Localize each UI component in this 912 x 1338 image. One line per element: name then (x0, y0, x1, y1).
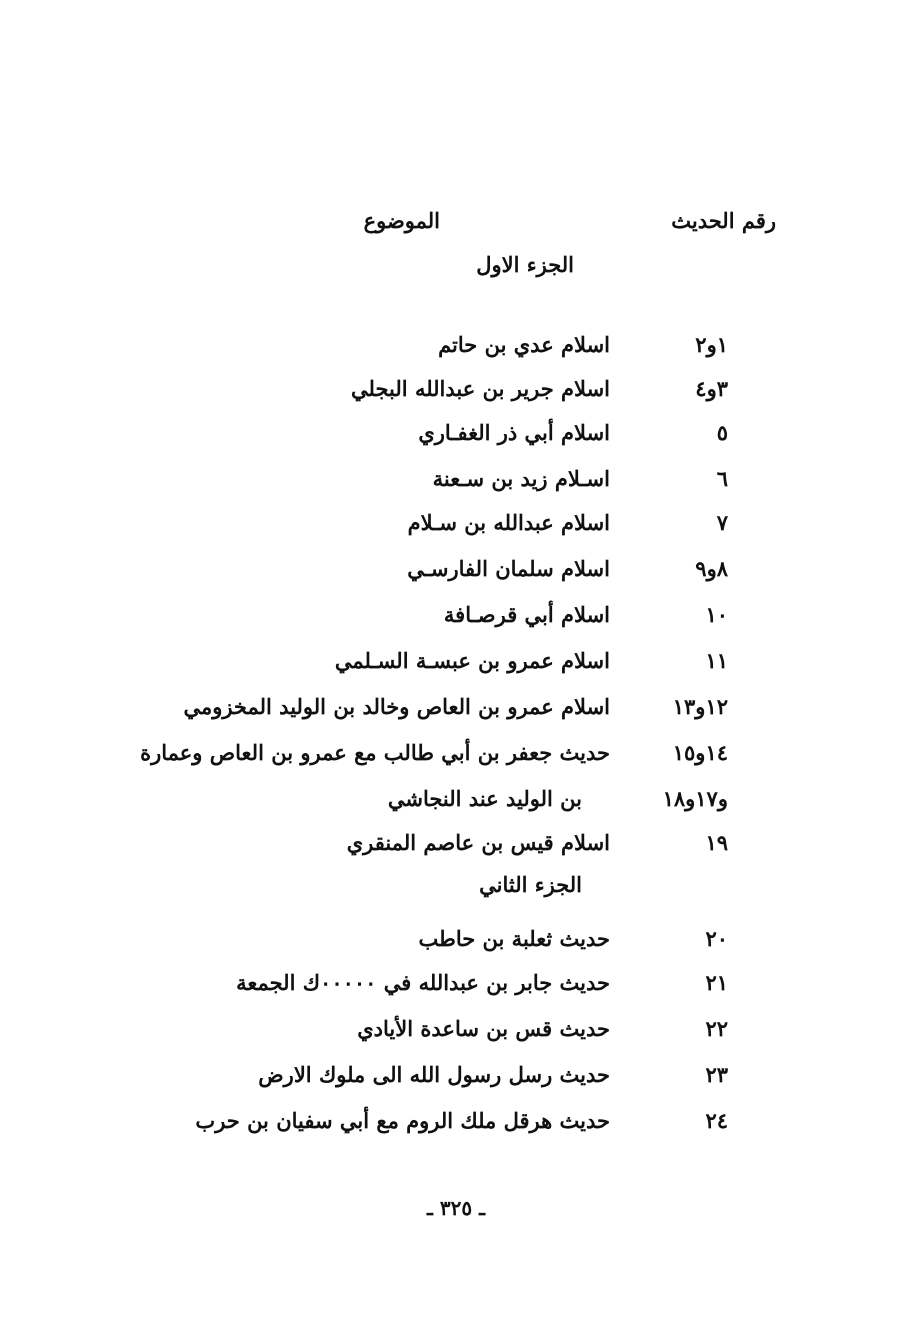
hadith-title: حديث قس بن ساعدة الأيادي (357, 1016, 610, 1041)
hadith-number: ١٩ (705, 830, 728, 855)
table-row (0, 734, 912, 770)
hadith-title: حديث رسل رسول الله الى ملوك الارض (258, 1062, 610, 1087)
hadith-number: ٢٣ (705, 1062, 728, 1087)
hadith-title: اسلام عمرو بن عبسـة السـلمي (334, 648, 610, 673)
hadith-number: ١٢و١٣ (672, 694, 728, 719)
hadith-number: ٥ (716, 420, 728, 445)
hadith-title: اسلام عمرو بن العاص وخالد بن الوليد المخزومي (183, 694, 610, 719)
column-header-topic: الموضوع (363, 208, 440, 233)
table-row (0, 824, 912, 860)
hadith-title: اسلام عدي بن حاتم (438, 332, 610, 357)
table-row (0, 964, 912, 1000)
table-row (0, 1056, 912, 1092)
hadith-number: ٧ (716, 510, 728, 535)
table-row (0, 920, 912, 956)
part-heading-1: الجزء الاول (476, 252, 574, 277)
hadith-title: حديث جابر بن عبدالله في ٠٠٠٠٠ك الجمعة (236, 970, 610, 995)
hadith-number: ١١ (705, 648, 728, 673)
table-row (0, 326, 912, 362)
hadith-number: ٢٠ (705, 926, 728, 951)
hadith-number: ٣و٤ (695, 376, 728, 401)
table-row (0, 370, 912, 406)
hadith-number: ٢٢ (705, 1016, 728, 1041)
table-row (0, 642, 912, 678)
hadith-title: حديث ثعلبة بن حاطب (418, 926, 610, 951)
hadith-title: اسلام سلمان الفارسـي (407, 556, 610, 581)
hadith-title: اسـلام زيد بن سـعنة (432, 466, 610, 491)
column-header-number: رقم الحديث (671, 208, 776, 233)
hadith-title: اسلام قيس بن عاصم المنقري (346, 830, 610, 855)
table-row (0, 504, 912, 540)
hadith-title: حديث هرقل ملك الروم مع أبي سفيان بن حرب (195, 1108, 610, 1133)
table-row (0, 780, 912, 816)
hadith-title: حديث جعفر بن أبي طالب مع عمرو بن العاص وعمارة (140, 740, 610, 765)
hadith-number: ٢٤ (705, 1108, 728, 1133)
hadith-number: ١و٢ (695, 332, 728, 357)
hadith-number: و١٧و١٨ (662, 786, 728, 811)
table-row (0, 688, 912, 724)
hadith-number: ٢١ (705, 970, 728, 995)
part-heading-2: الجزء الثاني (479, 872, 582, 897)
hadith-number: ٦ (716, 466, 728, 491)
hadith-number: ١٤و١٥ (672, 740, 728, 765)
hadith-title: اسلام أبي قرصـافة (443, 602, 610, 627)
hadith-number: ٨و٩ (695, 556, 728, 581)
hadith-title: اسلام جرير بن عبدالله البجلي (351, 376, 610, 401)
table-row (0, 1102, 912, 1138)
hadith-title: اسلام أبي ذر الغفـاري (418, 420, 610, 445)
table-row (0, 596, 912, 632)
table-row (0, 1010, 912, 1046)
hadith-title: اسلام عبدالله بن سـلام (407, 510, 610, 535)
hadith-number: ١٠ (705, 602, 728, 627)
table-row (0, 414, 912, 450)
table-row (0, 460, 912, 496)
page-number: ـ ٣٢٥ ـ (427, 1196, 485, 1220)
hadith-title: بن الوليد عند النجاشي (387, 786, 582, 811)
table-row (0, 550, 912, 586)
